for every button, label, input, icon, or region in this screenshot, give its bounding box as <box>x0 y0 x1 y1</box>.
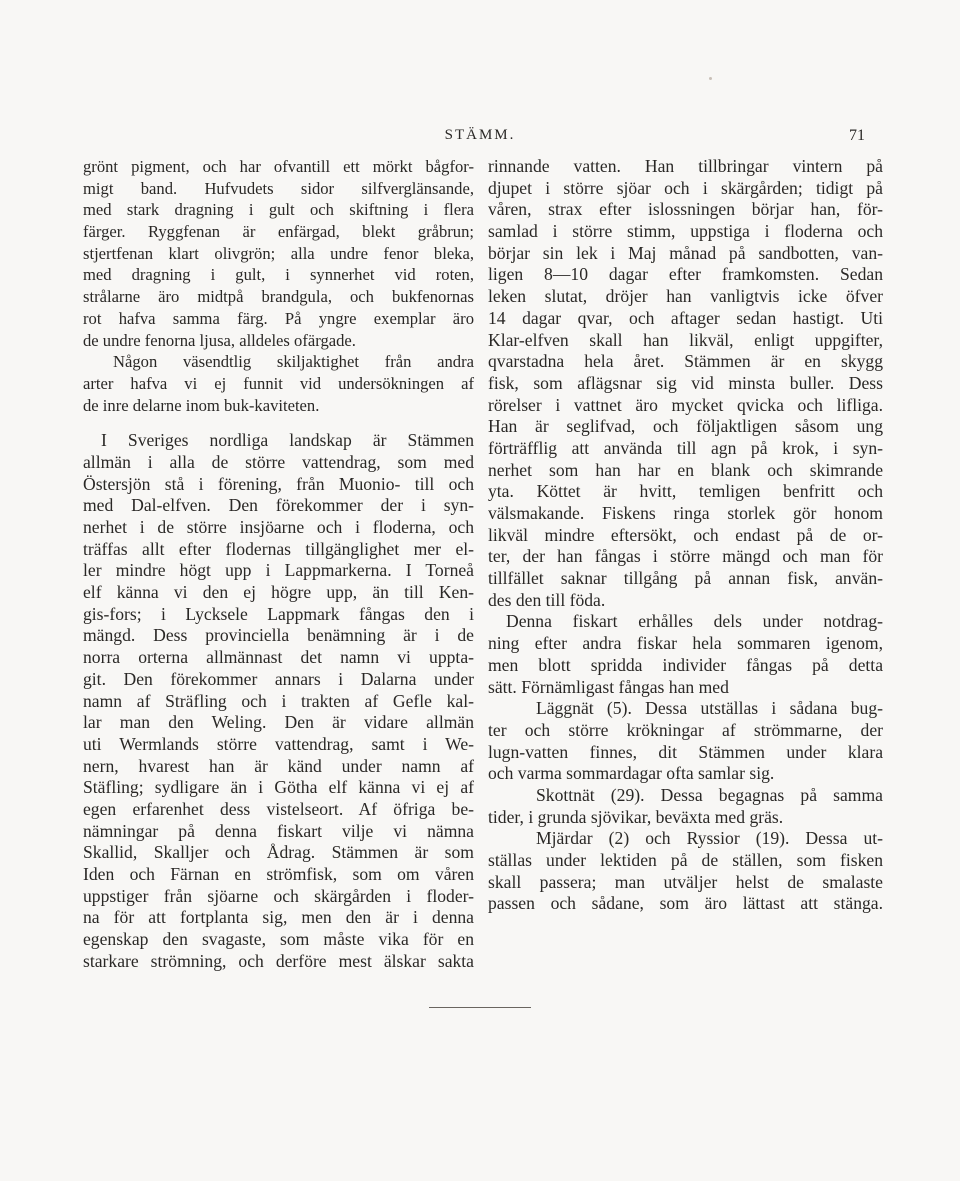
text-line: nerhet i de större insjöarne och i floderna, och <box>83 517 474 537</box>
text-line: likväl mindre eftersökt, och endast på de or- <box>488 524 883 545</box>
text-line: lar man den Weling. Den är vidare allmän <box>83 712 474 733</box>
text-line: ler mindre högt upp i Lappmarkerna. I Torneå <box>83 560 474 581</box>
text-line: leken slutat, dröjer han vanligtvis icke öfver <box>488 286 883 307</box>
paragraph-fishing <box>488 611 883 915</box>
text-line: färger. Ryggfenan är enfärgad, blekt gråbrun; <box>83 222 474 242</box>
text-line: lugn-vatten finnes, dit Stämmen under klara <box>488 741 883 762</box>
text-line: rinnande vatten. Han tillbringar vintern på <box>488 156 883 176</box>
text-line: norra orterna allmännast det namn vi uppta- <box>83 647 474 668</box>
text-line: namn af Sträfling och i trakten af Gefle kal- <box>83 690 474 711</box>
right-column <box>488 156 883 915</box>
text-line: våren, strax efter islossningen börjar han, för- <box>488 199 883 220</box>
text-line: de inre delarne inom buk-kaviteten. <box>83 395 320 415</box>
text-line: Stäfling; sydligare än i Götha elf känna vi ej af <box>83 777 474 798</box>
text-line: rot hafva samma färg. På yngre exemplar äro <box>83 308 474 328</box>
section-rule <box>429 1007 531 1008</box>
text-line: nern, hvarest han är känd under namn af <box>83 755 474 776</box>
running-head: STÄMM. <box>444 127 516 143</box>
text-line: skall passera; man utväljer helst de smalaste <box>488 871 883 892</box>
paper-speck <box>709 77 712 80</box>
text-line: samlad i större stimm, uppstiga i floderna och <box>488 221 883 242</box>
page-header <box>0 127 960 151</box>
text-line: ställas under lektiden på de ställen, som fisken <box>488 850 883 870</box>
text-line: Han är seglifvad, och följaktligen såsom ung <box>488 416 883 437</box>
text-line: nerhet som han har en blank och skimrande <box>488 459 883 480</box>
text-line: egenskap den svagaste, som måste vika för en <box>83 929 474 950</box>
text-line: med dragning i gult, i synnerhet vid roten, <box>83 265 474 285</box>
paragraph-distribution <box>83 430 474 972</box>
text-line: starkare strömning, och derföre mest älskar sakta <box>83 950 474 971</box>
text-line: 14 dagar qvar, och aftager sedan hastigt. Uti <box>488 307 883 328</box>
text-line: och varma sommardagar ofta samlar sig. <box>488 763 775 784</box>
text-line: de undre fenorna ljusa, alldeles ofärgade. <box>83 330 356 350</box>
text-line: med stark dragning i gult och skiftning i flera <box>83 200 474 220</box>
paragraph-habits <box>488 156 883 611</box>
text-line: Skallid, Skalljer och Ådrag. Stämmen är som <box>83 842 474 863</box>
left-column <box>83 156 474 972</box>
text-line: strålarne äro midtpå brandgula, och bukfenornas <box>83 287 474 307</box>
paragraph-description <box>83 156 474 416</box>
text-line: I Sveriges nordliga landskap är Stämmen <box>101 430 474 451</box>
text-line: ter och större krökningar af strömmarne, der <box>488 719 883 740</box>
text-line: egen erfarenhet dess vistelseort. Af öfriga be- <box>83 798 474 819</box>
text-line: djupet i större sjöar och i skärgården; tidigt på <box>488 177 883 198</box>
text-line: rörelser i vattnet äro mycket qvicka och lifliga. <box>488 394 883 415</box>
text-line: Någon väsendtlig skiljaktighet från andra <box>113 352 474 372</box>
text-line: tider, i grunda sjövikar, beväxta med gräs. <box>488 806 784 827</box>
text-line: uppstiger från sjöarne och skärgården i floder- <box>83 885 474 906</box>
text-line: nämningar på denna fiskart vilje vi nämna <box>83 820 474 841</box>
text-line: des den till föda. <box>488 589 606 610</box>
text-line: ning efter andra fiskar hela sommaren igenom, <box>488 633 883 654</box>
text-line: börjar sin lek i Maj månad på sandbotten, van- <box>488 242 883 263</box>
text-line: tillfället saknar tillgång på annan fisk, använ- <box>488 568 883 589</box>
text-line: fisk, som aflägsnar sig vid minsta buller. Dess <box>488 372 883 393</box>
text-line: med Dal-elfven. Den förekommer der i syn- <box>83 495 474 516</box>
page-number: 71 <box>849 127 865 144</box>
text-line: ter, der han fångas i större mängd och man för <box>488 546 883 567</box>
text-line: grönt pigment, och har ofvantill ett mörkt bågfor- <box>83 157 474 176</box>
text-line: qvarstadna hela året. Stämmen är en skygg <box>488 351 883 372</box>
text-line: arter hafva vi ej funnit vid undersökningen af <box>83 373 474 393</box>
text-line: yta. Köttet är hvitt, temligen benfritt och <box>488 481 883 502</box>
text-line: git. Den förekommer annars i Dalarna under <box>83 668 474 689</box>
text-line: Denna fiskart erhålles dels under notdrag- <box>506 611 883 632</box>
text-line: ligen 8—10 dagar efter framkomsten. Sedan <box>488 264 883 285</box>
text-line: passen och sådane, som äro lättast att stänga. <box>488 893 883 914</box>
text-line: mängd. Dess provinciella benämning är i de <box>83 625 474 646</box>
text-line: sätt. Förnämligast fångas han med <box>488 676 729 697</box>
text-line: Skottnät (29). Dessa begagnas på samma <box>536 784 883 805</box>
text-line: Mjärdar (2) och Ryssior (19). Dessa ut- <box>536 828 883 849</box>
text-line: Iden och Färnan en strömfisk, som om våren <box>83 864 474 884</box>
text-line: migt band. Hufvudets sidor silfverglänsande, <box>83 178 474 198</box>
text-line: men blott spridda individer fångas på detta <box>488 654 883 675</box>
text-line: Klar-elfven skall han likväl, enligt uppgifter, <box>488 329 883 350</box>
text-line: välsmakande. Fiskens ringa storlek gör honom <box>488 503 883 523</box>
text-line: elf känna vi den ej högre upp, än till Ken- <box>83 582 474 603</box>
text-line: träffas allt efter flodernas tillgänglighet mer el- <box>83 538 474 559</box>
text-line: uti Wermlands större vattendrag, samt i We- <box>83 733 474 754</box>
text-line: allmän i alla de större vattendrag, som med <box>83 451 474 472</box>
text-line: Östersjön stå i förening, från Muonio- till och <box>83 473 474 494</box>
text-line: gis-fors; i Lycksele Lappmark fångas den i <box>83 603 474 624</box>
text-line: stjertfenan klart olivgrön; alla undre fenor bleka, <box>83 243 474 263</box>
text-line: na för att fortplanta sig, men den är i denna <box>83 907 474 928</box>
text-line: förträfflig att använda till agn på krok, i syn- <box>488 437 883 458</box>
text-line: Läggnät (5). Dessa utställas i sådana bug- <box>536 698 883 719</box>
paragraph-gap <box>83 416 474 430</box>
